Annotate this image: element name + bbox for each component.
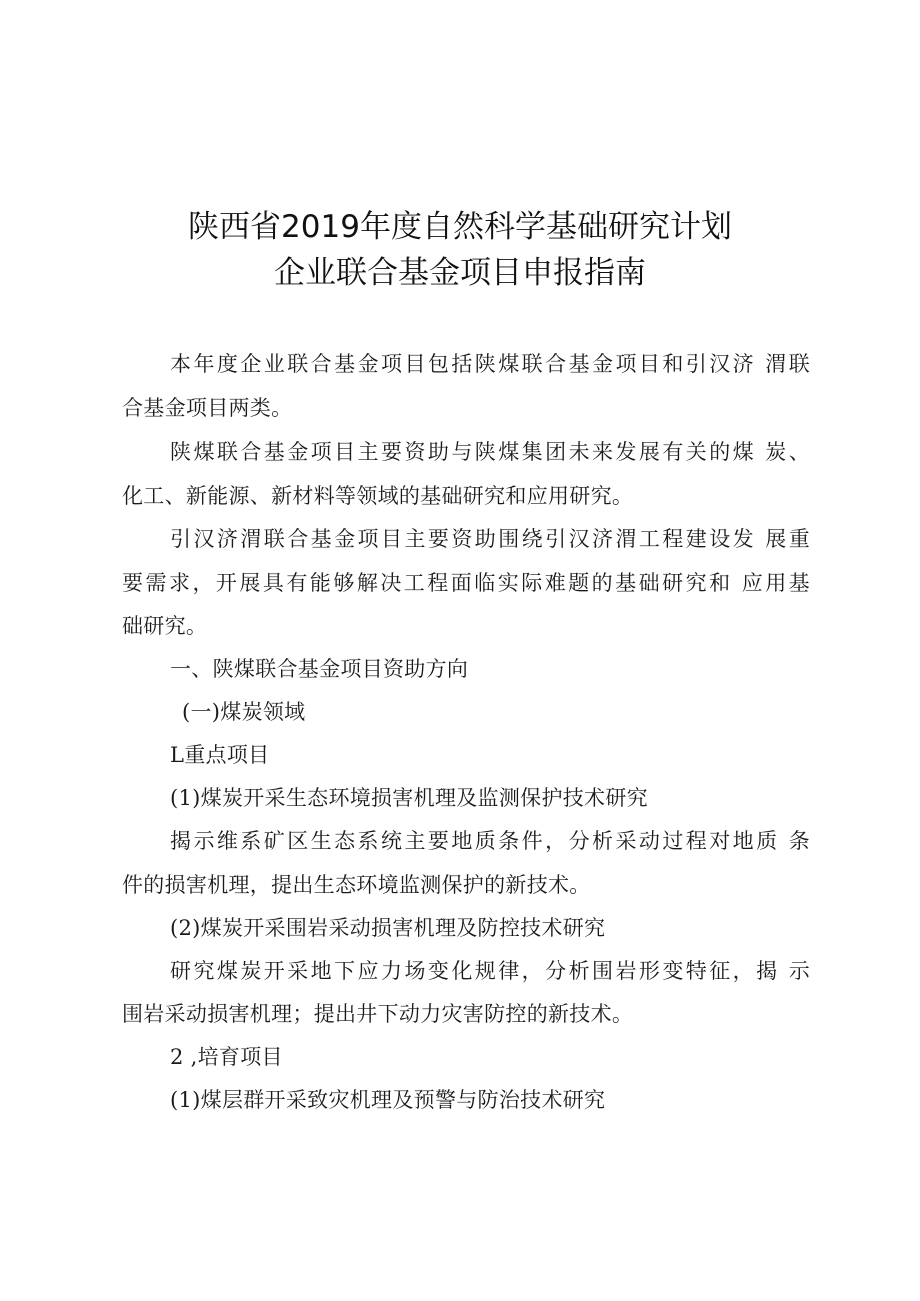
item-subheading: (1)煤炭开采生态环境损害机理及监测保护技术研究	[170, 786, 648, 810]
document-title-line-1: 陕西省2019年度自然科学基础研究计划	[188, 209, 732, 245]
paragraph-line: 要需求，开展具有能够解决工程面临实际难题的基础研究和 应用基	[122, 571, 810, 595]
paragraph-line: 揭示维系矿区生态系统主要地质条件，分析采动过程对地质 条	[170, 829, 810, 853]
document-title-line-2: 企业联合基金项目申报指南	[274, 255, 646, 291]
paragraph-line: 研究煤炭开采地下应力场变化规律，分析围岩形变特征，揭 示	[170, 959, 810, 983]
paragraph-line: 本年度企业联合基金项目包括陕煤联合基金项目和引汉济 渭联	[170, 352, 810, 376]
item-heading: L重点项目	[170, 743, 270, 767]
paragraph-line: 围岩采动损害机理；提出井下动力灾害防控的新技术。	[122, 1002, 634, 1026]
item-subheading: (2)煤炭开采围岩采动损害机理及防控技术研究	[170, 916, 606, 940]
paragraph-line: 件的损害机理，提出生态环境监测保护的新技术。	[122, 873, 591, 897]
paragraph-line: 合基金项目两类。	[122, 396, 293, 420]
section-heading: 一、陕煤联合基金项目资助方向	[170, 657, 469, 681]
paragraph-line: 陕煤联合基金项目主要资助与陕煤集团未来发展有关的煤 炭、	[170, 440, 810, 464]
item-subheading: (1)煤层群开采致灾机理及预警与防治技术研究	[170, 1088, 606, 1112]
paragraph-line: 础研究。	[122, 614, 208, 638]
paragraph-line: 引汉济渭联合基金项目主要资助围绕引汉济渭工程建设发 展重	[170, 527, 810, 551]
subsection-heading: (一)煤炭领域	[182, 700, 306, 724]
paragraph-line: 化工、新能源、新材料等领域的基础研究和应用研究。	[122, 484, 634, 508]
item-heading: 2 ,培育项目	[170, 1045, 283, 1069]
